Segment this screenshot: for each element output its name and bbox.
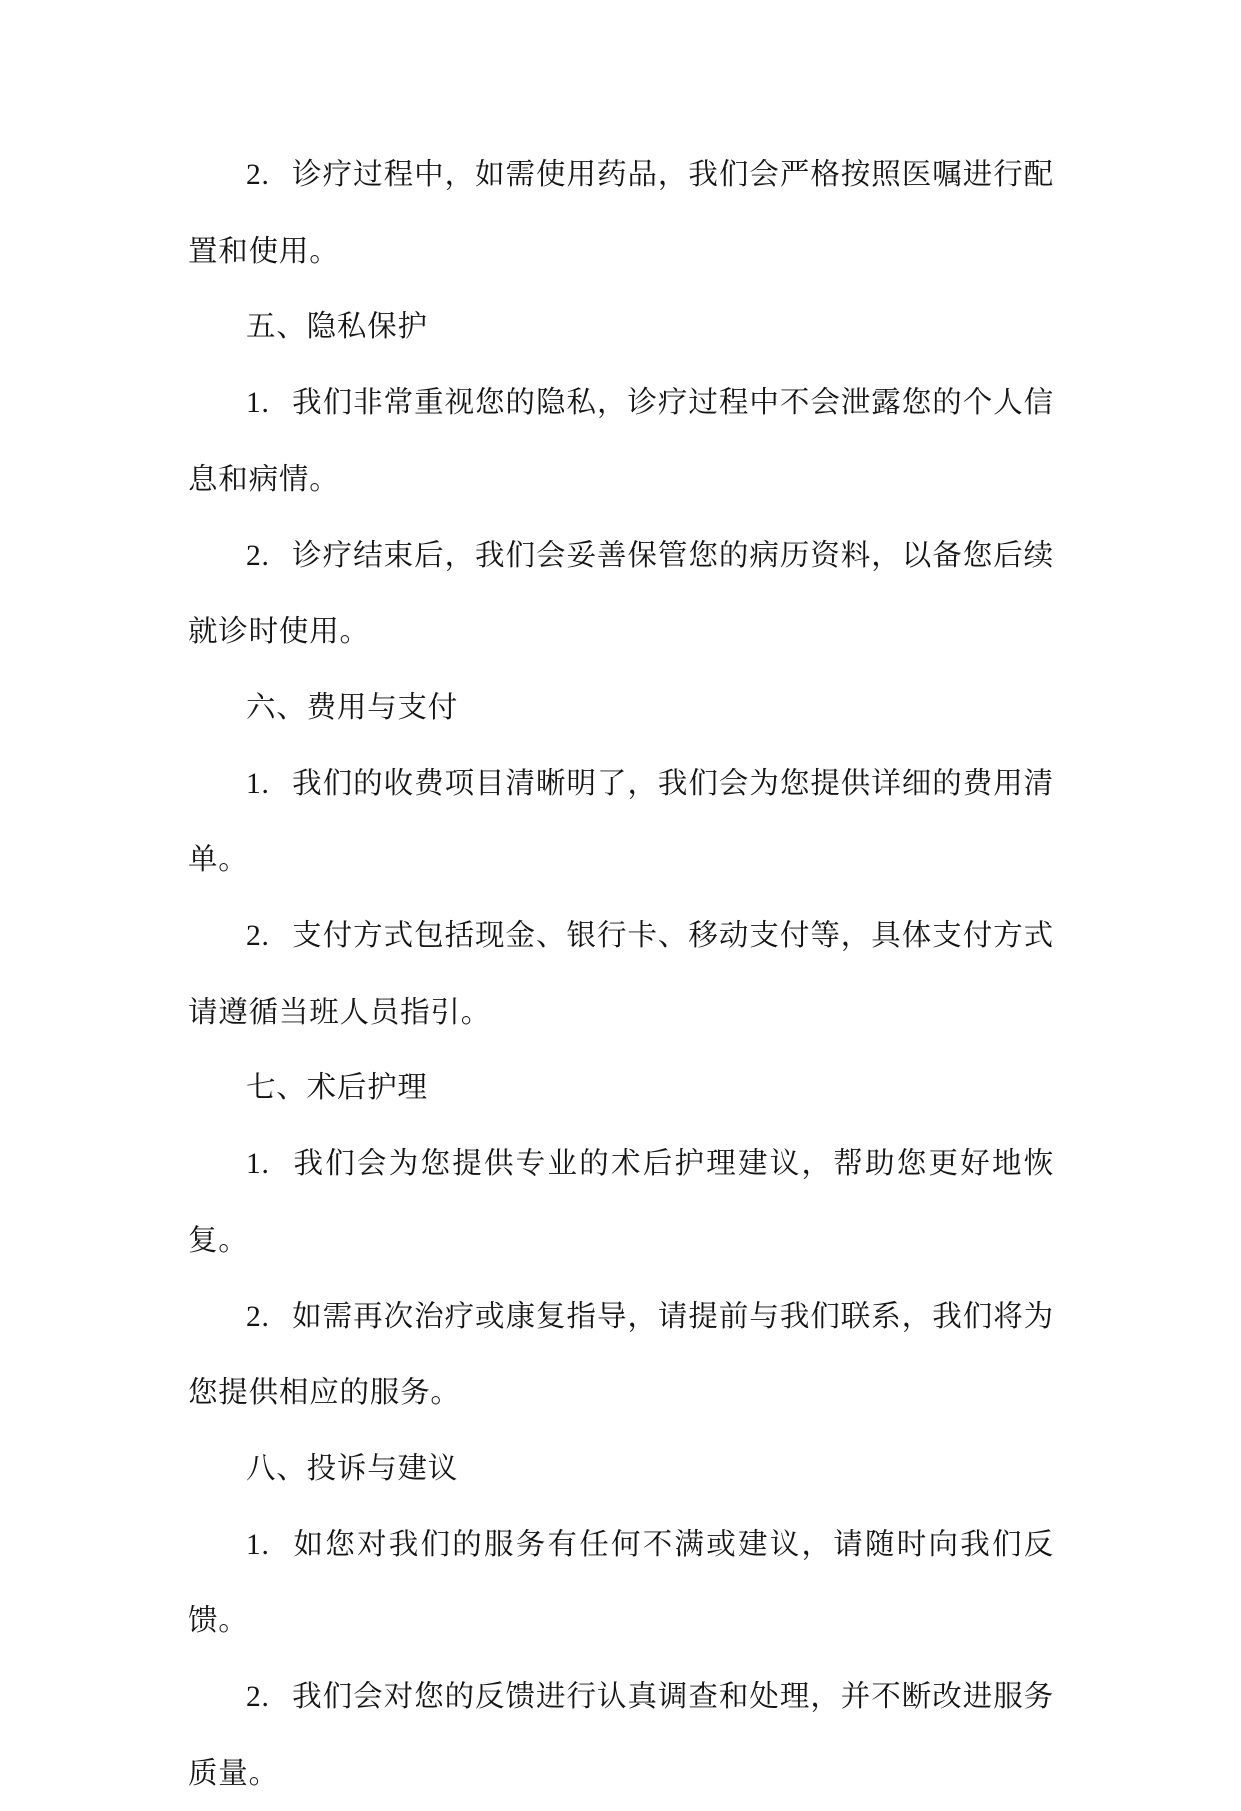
section-heading: 八、投诉与建议 (246, 1450, 459, 1485)
section-heading: 六、费用与支付 (246, 689, 459, 724)
item-number: 2. (246, 1681, 270, 1714)
list-item (188, 137, 1054, 289)
item-text: 我们会为您提供专业的术后护理建议，帮助您更好地恢复。 (188, 1146, 1054, 1257)
item-text: 我们的收费项目清晰明了，我们会为您提供详细的费用清单。 (188, 765, 1054, 877)
list-item (188, 1659, 1054, 1811)
item-text: 我们非常重视您的隐私，诊疗过程中不会泄露您的个人信息和病情。 (188, 385, 1054, 496)
item-text: 诊疗结束后，我们会妥善保管您的病历资料，以备您后续就诊时使用。 (188, 537, 1054, 649)
document-body (188, 137, 1054, 1811)
item-number: 1. (246, 767, 270, 800)
item-text: 如需再次治疗或康复指导，请提前与我们联系，我们将为您提供相应的服务。 (188, 1298, 1054, 1410)
list-item (188, 1507, 1054, 1659)
item-number: 2. (246, 920, 270, 953)
list-item (188, 898, 1054, 1050)
item-text: 诊疗过程中，如需使用药品，我们会严格按照医嘱进行配置和使用。 (188, 157, 1054, 268)
item-number: 1. (246, 387, 270, 420)
item-number: 2. (246, 1300, 270, 1333)
section-heading: 七、术后护理 (246, 1070, 428, 1105)
section-heading: 五、隐私保护 (246, 309, 428, 344)
list-item (188, 518, 1054, 670)
item-number: 2. (246, 539, 270, 572)
list-item (188, 1279, 1054, 1431)
item-text: 我们会对您的反馈进行认真调查和处理，并不断改进服务质量。 (188, 1679, 1054, 1790)
list-item (188, 365, 1054, 517)
item-number: 1. (246, 1528, 270, 1561)
list-item (188, 746, 1054, 898)
item-text: 支付方式包括现金、银行卡、移动支付等，具体支付方式请遵循当班人员指引。 (188, 918, 1054, 1029)
item-text: 如您对我们的服务有任何不满或建议，请随时向我们反馈。 (188, 1526, 1054, 1638)
item-number: 1. (246, 1148, 270, 1181)
item-number: 2. (246, 159, 270, 191)
list-item (188, 1126, 1054, 1278)
